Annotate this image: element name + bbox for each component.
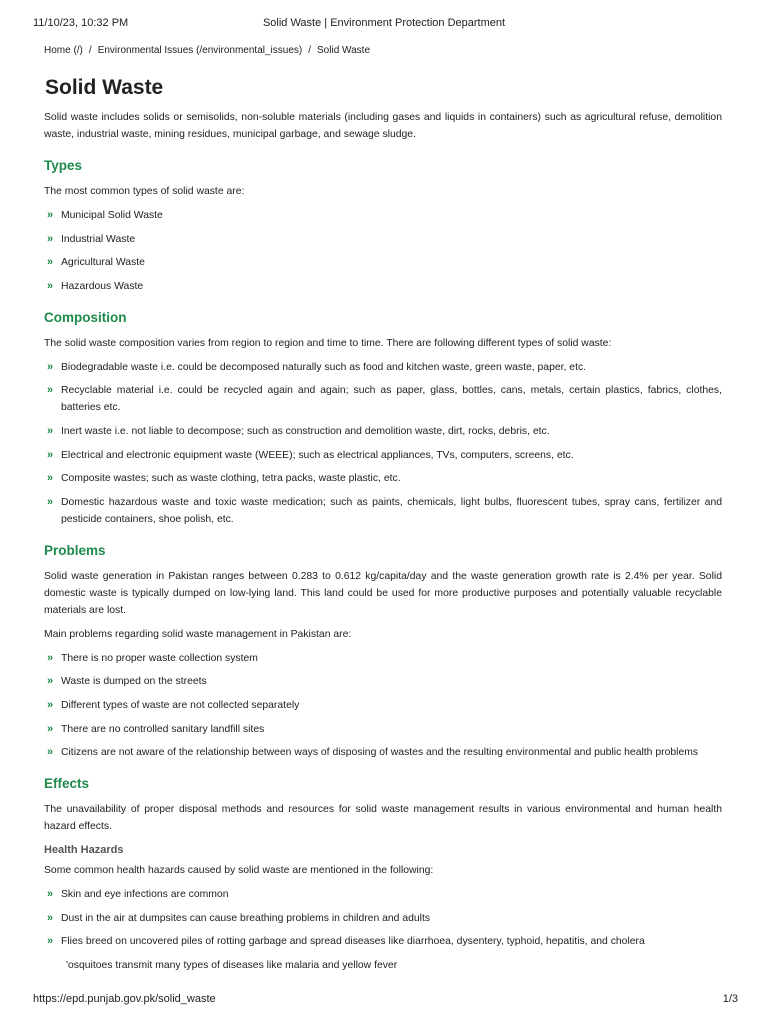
list-item: » There are no controlled sanitary landfill sites [44, 721, 722, 738]
list-item: » Domestic hazardous waste and toxic waste medication; such as paints, chemicals, light bulbs, fluorescent tubes, spray cans, fertilizer and pesticide containers, shoe polish, etc. [47, 495, 722, 525]
list-item: » Agricultural Waste [44, 254, 722, 271]
chevron-bullet-icon: » [47, 360, 54, 373]
chevron-bullet-icon: » [47, 209, 54, 221]
list-item: » Citizens are not aware of the relationship between ways of disposing of wastes and the resulting environmental and public health problems [44, 744, 722, 761]
list-item: » Composite wastes; such as waste clothing, tetra packs, waste plastic, etc. [44, 470, 722, 487]
health-hazards-lead: Some common health hazards caused by solid waste are mentioned in the following: [44, 865, 434, 877]
types-lead: The most common types of solid waste are: [44, 186, 245, 197]
list-item: » There is no proper waste collection system [44, 650, 722, 667]
breadcrumb-environmental-issues-link[interactable]: Environmental Issues (/environmental_issues) [97, 45, 303, 56]
list-item: » Inert waste i.e. not liable to decompose; such as construction and demolition waste, dirt, rocks, debris, etc. [44, 423, 722, 440]
chevron-bullet-icon: » [47, 651, 54, 664]
section-heading-problems: Problems [44, 542, 106, 558]
list-item: » Skin and eye infections are common [44, 886, 722, 903]
breadcrumb-home-link[interactable]: Home (/) [44, 45, 83, 56]
breadcrumb-current: Solid Waste [317, 45, 370, 56]
problems-paragraph: Solid waste generation in Pakistan ranges between 0.283 to 0.612 kg/capita/day and the waste generation growth rate is 2.4% per year. Solid domestic waste is typically dumped on low-lying land. This land could be used for more productive purposes and potentially valuable recyclable materials are lost. [44, 570, 722, 616]
breadcrumb-separator: / [308, 45, 312, 56]
chevron-bullet-icon: » [47, 279, 54, 292]
list-item: » Electrical and electronic equipment waste (WEEE); such as electrical appliances, TVs, computers, screens, etc. [44, 447, 722, 464]
section-heading-types: Types [44, 158, 83, 173]
intro-paragraph: Solid waste includes solids or semisolids, non-soluble materials (including gases and liquids in containers) such as agricultural refuse, demolition waste, industrial waste, mining residues, municipal garbage, and sewage sludge. [44, 112, 722, 140]
chevron-bullet-icon: » [47, 675, 54, 688]
chevron-bullet-icon: » [47, 256, 54, 269]
print-header [0, 17, 768, 33]
list-item: » Flies breed on uncovered piles of rotting garbage and spread diseases like diarrhoea, dysentery, typhoid, hepatitis, and cholera [44, 933, 722, 950]
section-heading-composition: Composition [44, 309, 127, 325]
list-item: » Different types of waste are not collected separately [44, 697, 722, 714]
list-item: » Waste is dumped on the streets [44, 673, 722, 690]
chevron-bullet-icon: » [47, 424, 54, 437]
subheading-health-hazards: Health Hazards [44, 844, 124, 857]
composition-lead: The solid waste composition varies from region to region and time to time. There are following different types of solid waste: [44, 337, 612, 349]
breadcrumb [44, 42, 722, 58]
chevron-bullet-icon: » [47, 472, 54, 485]
chevron-bullet-icon: » [47, 495, 54, 508]
print-footer [0, 993, 768, 1009]
print-page-number: 1/3 [722, 993, 738, 1005]
chevron-bullet-icon: » [47, 935, 54, 948]
chevron-bullet-icon: » [47, 888, 54, 901]
health-hazards-list [44, 886, 722, 950]
list-item: » Industrial Waste [44, 231, 722, 248]
effects-paragraph: The unavailability of proper disposal methods and resources for solid waste management results in various environmental and human health hazard effects. [44, 804, 722, 833]
main-content [44, 42, 722, 974]
problems-list [44, 650, 722, 761]
types-list [44, 207, 722, 295]
chevron-bullet-icon: » [47, 911, 54, 924]
chevron-bullet-icon: » [47, 232, 54, 245]
chevron-bullet-icon: » [47, 722, 54, 735]
list-item: » Recyclable material i.e. could be recycled again and again; such as paper, glass, bottles, cans, metals, certain plastics, fabrics, clothes, batteries etc. [47, 384, 722, 414]
list-item: » Hazardous Waste [44, 278, 722, 295]
section-heading-effects: Effects [44, 776, 90, 792]
truncated-list-item: 'osquitoes transmit many types of diseases like malaria and yellow fever [66, 959, 398, 971]
list-item: » Biodegradable waste i.e. could be decomposed naturally such as food and kitchen waste, green waste, paper, etc. [44, 359, 722, 376]
print-page-title: Solid Waste | Environment Protection Department [262, 17, 506, 29]
print-url: https://epd.punjab.gov.pk/solid_waste [33, 993, 216, 1005]
list-item: » Dust in the air at dumpsites can cause breathing problems in children and adults [44, 910, 722, 927]
breadcrumb-separator: / [88, 45, 92, 56]
chevron-bullet-icon: » [47, 448, 54, 461]
page-title: Solid Waste [45, 76, 164, 99]
chevron-bullet-icon: » [47, 384, 54, 397]
print-timestamp: 11/10/23, 10:32 PM [33, 17, 129, 29]
chevron-bullet-icon: » [47, 746, 54, 759]
list-item: » Municipal Solid Waste [44, 207, 722, 224]
problems-lead: Main problems regarding solid waste management in Pakistan are: [44, 628, 352, 640]
chevron-bullet-icon: » [47, 698, 54, 711]
composition-list [44, 359, 722, 528]
